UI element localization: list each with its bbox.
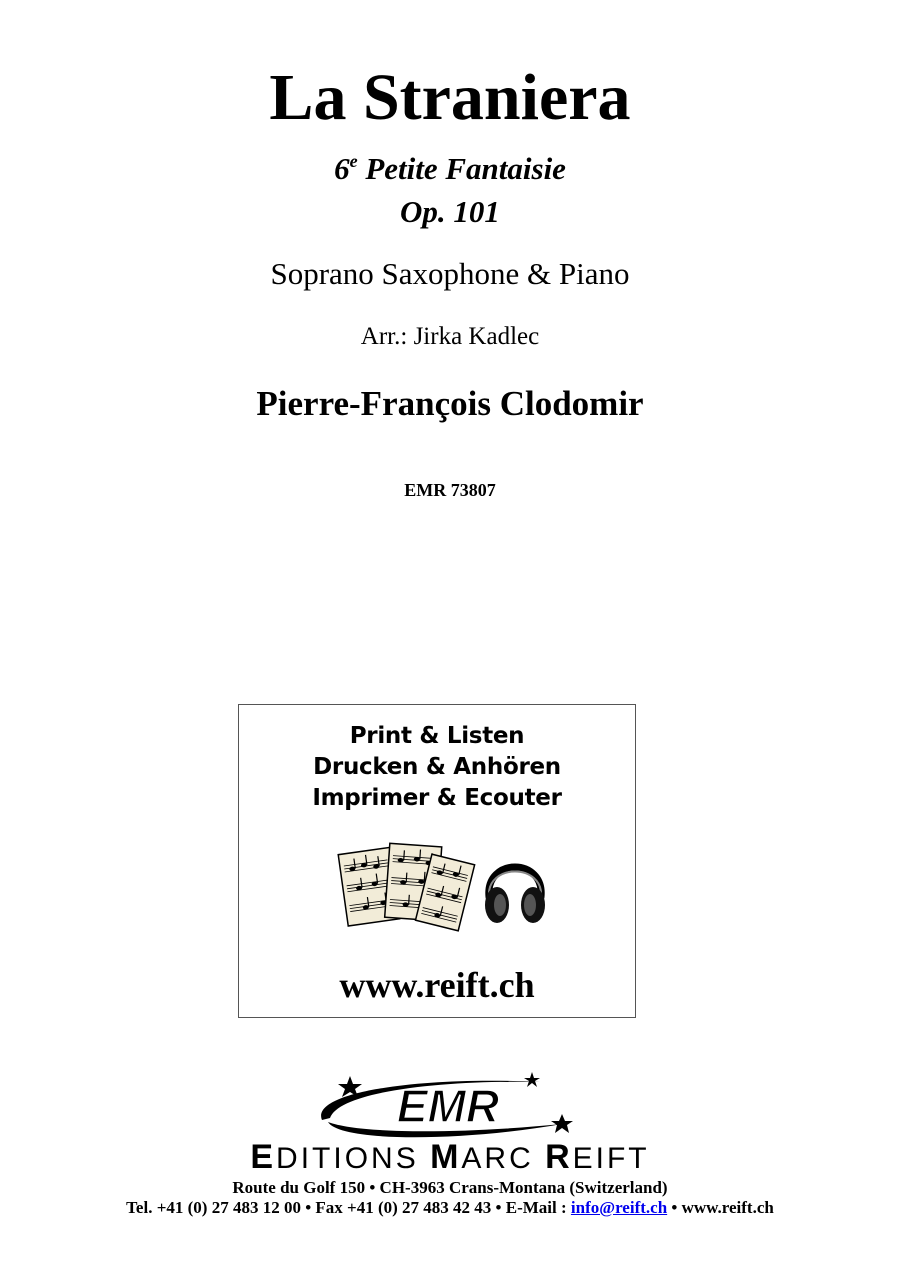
catalog-number: EMR 73807	[404, 480, 496, 500]
contact-phone-fax: Tel. +41 (0) 27 483 12 00 • Fax +41 (0) 27 483 42 43 • E-Mail :	[126, 1198, 571, 1217]
opus-number: Op. 101	[400, 194, 500, 229]
publisher-name-part-1: DITIONS	[276, 1142, 431, 1175]
composer-name: Pierre-François Clodomir	[256, 384, 644, 423]
score-title: La Straniera	[269, 61, 631, 134]
emr-logo-text: EMR	[396, 1080, 500, 1132]
instrumentation: Soprano Saxophone & Piano	[270, 256, 630, 291]
subtitle-superscript: e	[349, 151, 358, 171]
subtitle-number: 6	[334, 151, 350, 186]
publisher-name-part-3: EIFT	[572, 1142, 650, 1175]
print-listen-box	[238, 704, 636, 1018]
arranger: Arr.: Jirka Kadlec	[360, 323, 540, 350]
subtitle-text: Petite Fantaisie	[357, 151, 566, 186]
publisher-name	[0, 1138, 900, 1178]
promo-line-english: Print & Listen	[349, 723, 525, 749]
publisher-name-initial-r: R	[545, 1138, 573, 1176]
publisher-name-part-2: ARC	[461, 1142, 546, 1175]
emr-logo	[300, 1068, 590, 1148]
contact-website: • www.reift.ch	[667, 1198, 774, 1217]
promo-line-german: Drucken & Anhören	[313, 754, 561, 780]
promo-illustration	[337, 837, 553, 933]
promo-website: www.reift.ch	[339, 965, 535, 1005]
publisher-name-initial-m: M	[430, 1138, 462, 1176]
sheet-music-icon	[338, 843, 474, 930]
publisher-name-initial-e: E	[250, 1138, 277, 1176]
email-link[interactable]: info@reift.ch	[570, 1198, 668, 1217]
publisher-contact	[0, 1198, 900, 1218]
headphones-icon	[485, 867, 545, 923]
publisher-address: Route du Golf 150 • CH-3963 Crans-Montana (Switzerland)	[232, 1178, 668, 1197]
promo-line-french: Imprimer & Ecouter	[312, 785, 562, 811]
score-subtitle	[0, 150, 900, 188]
